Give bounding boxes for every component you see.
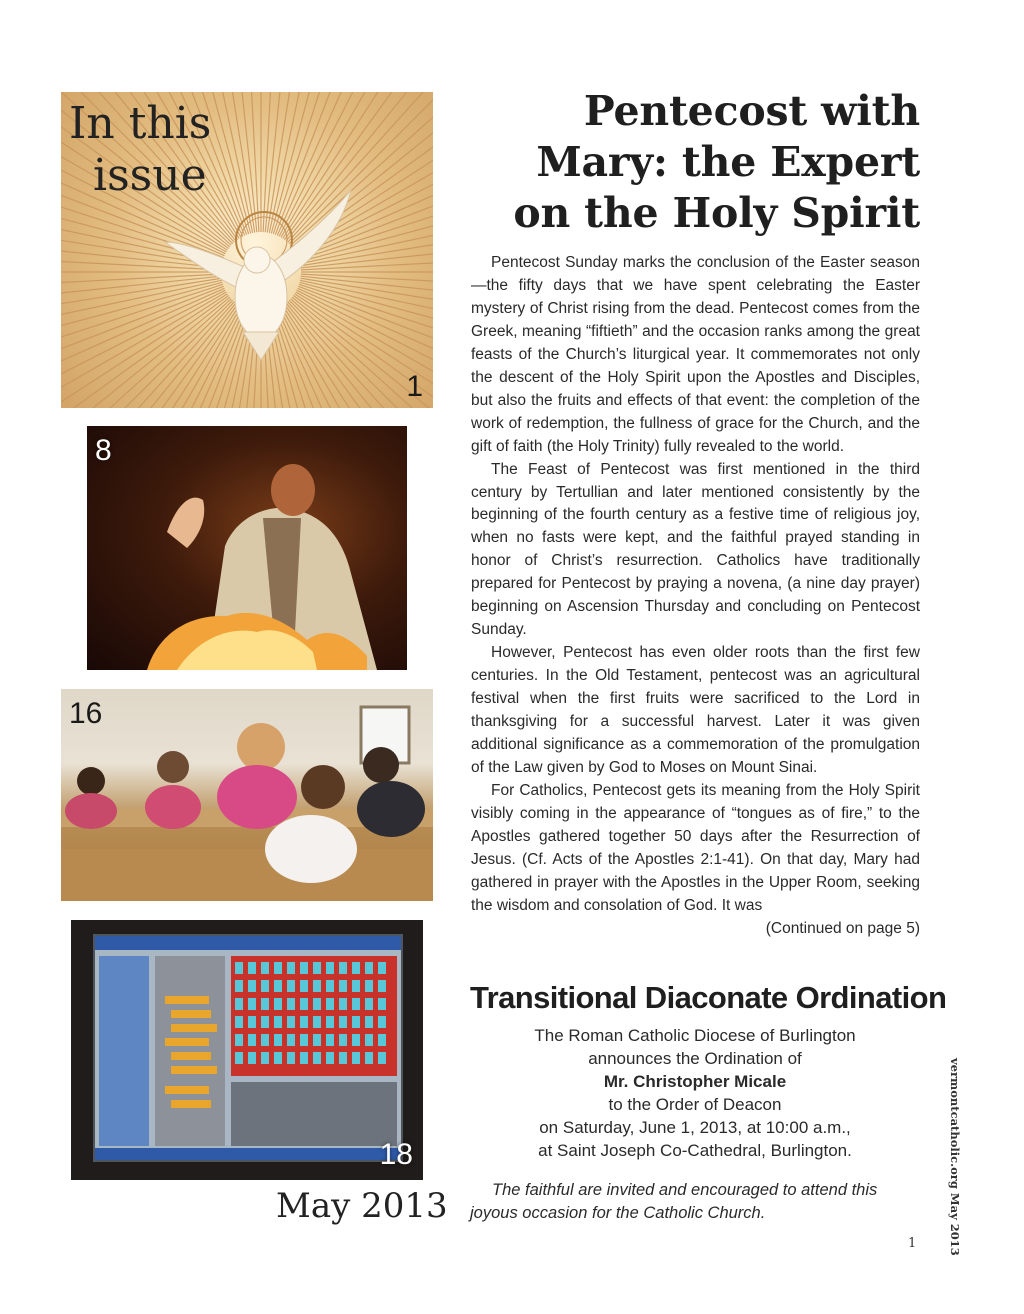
- photo-page-number: 8: [95, 434, 112, 467]
- praying-girls-photo: [61, 689, 433, 901]
- announcement-line: to the Order of Deacon: [608, 1095, 782, 1114]
- heading-line-1: In this: [69, 98, 212, 149]
- priest-fire-photo: [87, 426, 407, 670]
- photo-page-number: 1: [406, 370, 423, 403]
- computer-screen-icon: [93, 934, 403, 1162]
- in-this-issue-heading: [69, 98, 269, 202]
- flame-icon: [87, 426, 407, 670]
- ordinand-name: Mr. Christopher Micale: [603, 1072, 787, 1091]
- ordination-announcement: [470, 1024, 920, 1162]
- article-paragraph: The Feast of Pentecost was first mentioned in the third century by Tertullian and later mentioned consistently by the beginning of the fourth century as a festive time of religious joy, when no fasts were kept, and the faithful prayed standing in honor of Christ’s resurrection. Catholics have traditionally prepared for Pentecost by praying a novena, (a nine day prayer) beginning on Ascension Thursday and concluding on Pentecost Sunday.: [471, 460, 920, 639]
- computer-screen-photo: [71, 920, 423, 1180]
- issue-date: May 2013: [276, 1186, 448, 1226]
- article-paragraph: However, Pentecost has even older roots than the first few centuries. In the Old Testament, pentecost was an agricultural festival when the first fruits were sacrificed to the Lord in thanksgiving for a successful harvest. Later it was given additional significance as a commemoration of the promulgation of the Law given by God to Moses on Mount Sinai.: [471, 644, 920, 776]
- announcement-line: at Saint Joseph Co-Cathedral, Burlington.: [538, 1141, 852, 1160]
- article-title: Pentecost with Mary: the Expert on the Holy Spirit: [513, 87, 920, 237]
- announcement-line: announces the Ordination of: [588, 1049, 802, 1068]
- article-paragraph: For Catholics, Pentecost gets its meaning from the Holy Spirit visibly coming in the appearance of “tongues as of fire,” to the Apostles gathered together 50 days after the Resurrection of Jesus. (Cf. Acts of the Apostles 2:1-41). On that day, Mary had gathered in prayer with the Apostles in the Upper Room, seeking the wisdom and consolation of God. It was: [471, 781, 920, 914]
- photo-page-number: 16: [69, 697, 103, 730]
- article-body: [471, 252, 920, 941]
- side-url[interactable]: vermontcatholic.org May 2013: [948, 1058, 962, 1256]
- dove-photo: [61, 92, 433, 408]
- announcement-line: The Roman Catholic Diocese of Burlington: [534, 1026, 856, 1045]
- heading-line-2: issue: [93, 150, 207, 201]
- ordination-title: Transitional Diaconate Ordination: [470, 980, 947, 1015]
- article-paragraph: Pentecost Sunday marks the conclusion of the Easter season—the fifty days that we have spent celebrating the Easter mystery of Christ rising from the dead. Pentecost comes from the Greek, meaning “fiftieth” and the occasion ranks among the great feasts of the Church’s liturgical year. It commemorates not only the descent of the Holy Spirit upon the Apostles and Disciples, but also the fruits and effects of that event: the completion of the work of redemption, the fullness of grace for the Church, and the gift of faith (the Holy Trinity) fully revealed to the world.: [471, 254, 920, 455]
- photo-page-number: 18: [379, 1138, 413, 1171]
- ordination-invitation: The faithful are invited and encouraged to attend this joyous occasion for the Catholic Church.: [470, 1181, 878, 1222]
- continued-link[interactable]: (Continued on page 5): [765, 919, 920, 937]
- praying-children-icon: [61, 689, 433, 901]
- announcement-line: on Saturday, June 1, 2013, at 10:00 a.m.,: [539, 1118, 851, 1137]
- page-number: 1: [908, 1236, 917, 1251]
